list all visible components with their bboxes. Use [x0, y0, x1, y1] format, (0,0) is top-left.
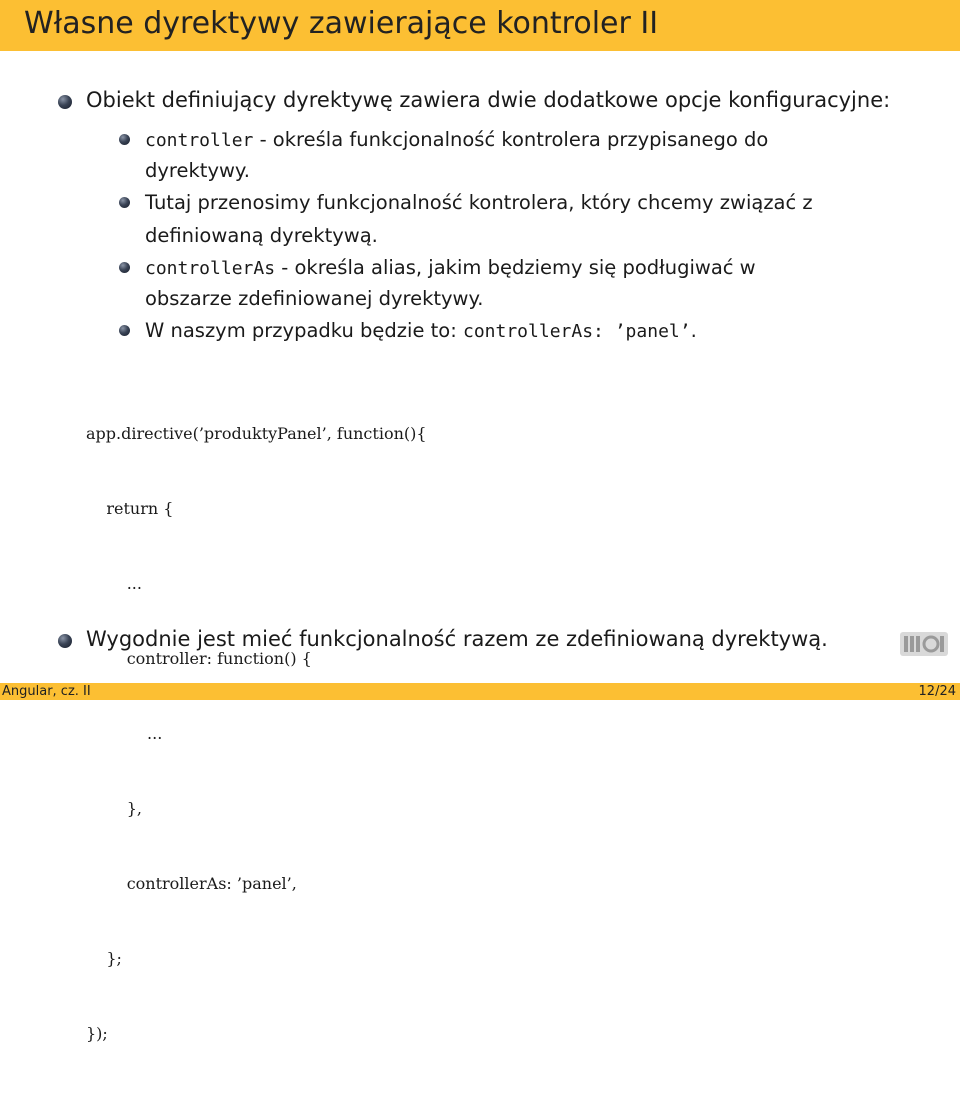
subbullet-2-line2: definiowaną dyrektywą. — [145, 224, 378, 247]
subbullet-4-text: W naszym przypadku będzie to: — [145, 319, 463, 342]
page-number: 12/24 — [918, 684, 956, 699]
subbullet-icon — [119, 134, 130, 145]
bullet-icon — [58, 634, 72, 648]
footer-bar — [0, 683, 960, 700]
subbullet-4 — [145, 317, 697, 346]
subbullet-2-line1: Tutaj przenosimy funkcjonalność kontrolera, który chcemy związać z — [145, 191, 813, 214]
bullet-1-text: Obiekt definiujący dyrektywę zawiera dwie dodatkowe opcje konfiguracyjne: — [86, 88, 891, 112]
title-bar — [0, 0, 960, 51]
code-line: controller: function() { — [86, 649, 312, 668]
code-line: ... — [86, 574, 142, 593]
code-line: }); — [86, 1024, 108, 1043]
code-controllerAs: controllerAs — [145, 258, 276, 279]
code-line: app.directive(’produktyPanel’, function(){ — [86, 424, 427, 443]
subbullet-1 — [145, 126, 768, 155]
code-controllerAs-panel: controllerAs: ’panel’ — [463, 321, 691, 342]
code-controller: controller — [145, 130, 254, 151]
subbullet-icon — [119, 262, 130, 273]
code-line: ... — [86, 724, 163, 743]
subbullet-4-end: . — [690, 319, 697, 342]
subbullet-1-cont: dyrektywy. — [145, 159, 250, 182]
subbullet-3-text: - określa alias, jakim będziemy się podługiwać w — [275, 256, 756, 279]
footer-course: Angular, cz. II — [2, 684, 91, 699]
subbullet-3-cont: obszarze zdefiniowanej dyrektywy. — [145, 287, 484, 310]
code-line: controllerAs: ’panel’, — [86, 874, 297, 893]
subbullet-3 — [145, 254, 756, 283]
code-line: return { — [86, 499, 174, 518]
subbullet-1-text: - określa funkcjonalność kontrolera przypisanego do — [253, 128, 769, 151]
subbullet-icon — [119, 325, 130, 336]
bullet-icon — [58, 95, 72, 109]
institute-logo-icon — [900, 628, 948, 660]
slide-title: Własne dyrektywy zawierające kontroler II — [24, 6, 659, 41]
code-line: }, — [86, 799, 142, 818]
code-block — [86, 371, 427, 1096]
code-line: }; — [86, 949, 122, 968]
bullet-2-text: Wygodnie jest mieć funkcjonalność razem ze zdefiniowaną dyrektywą. — [86, 627, 828, 651]
subbullet-icon — [119, 197, 130, 208]
